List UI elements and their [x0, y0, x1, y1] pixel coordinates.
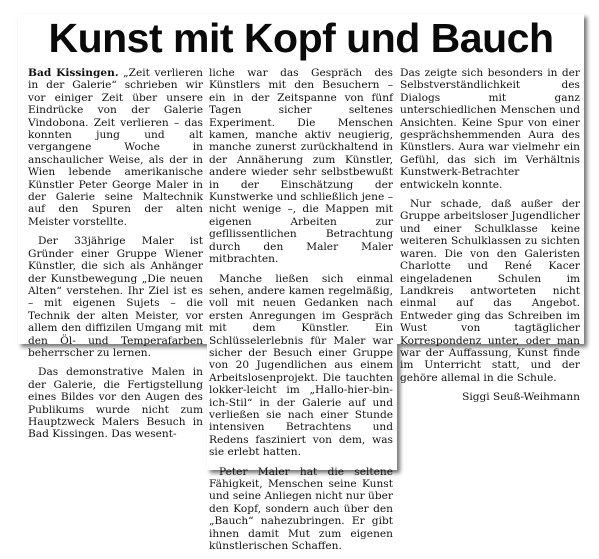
- author-byline: Siggi Seuß-Weihmann: [462, 391, 580, 404]
- paragraph-7: Das zeigte sich besonders in der Selbstverständlichkeit des Dialogs mit ganz unterschiedlichen Menschen und Ansichten. Keine Spur von einer gesprächshemmenden Aura des Künstlers. Aura war vielmehr ein Gefühl, das sich im Verhältnis Kunstwerk-Betrachter entwickeln konnte.: [400, 67, 580, 191]
- article-column-2: [209, 67, 393, 559]
- dateline: Bad Kissingen.: [28, 67, 119, 79]
- paragraph-4: liche war das Gespräch des Künstlers mit den Besuchern – ein in der Zeitspanne von fünf Tagen sicher seltenes Experiment. Die Menschen kamen, manche aktiv neugierig, manche zunerst zurückhaltend in der Annäherung zum Künstler, andere wieder sehr selbstbewußt in der Einschätzung der Kunstwerke und schließlich jene – nicht wenige –, die Mappen mit eigenen Arbeiten zur gefllissentlichen Betrachtung durch den Maler Maler mitbrachten.: [209, 67, 393, 266]
- paragraph-2: Der 33jährige Maler ist Gründer einer Gruppe Wiener Künstler, die sich als Anhänger der Kunstbewegung „Die neuen Alten“ verstehen. Ihr Ziel ist es – mit eigenen Sujets – die Technik der alten Meister, vor allem den diffizilen Umgang mit den Öl- und Temperafarben beherrscher zu lernen.: [28, 235, 203, 359]
- article-column-1: [28, 67, 203, 448]
- article-headline: Kunst mit Kopf und Bauch: [48, 15, 554, 61]
- paragraph-3: Das demonstrative Malen in der Galerie, die Fertigstellung eines Bildes vor den Augen des Publikums wurde nicht zum Hauptzweck Malers Besuch in Bad Kissingen. Das wesent-: [28, 366, 203, 441]
- article-column-3: [400, 67, 580, 411]
- paragraph-1: [28, 67, 203, 228]
- paragraph-5: Manche ließen sich einmal sehen, andere kamen regelmäßig, voll mit neuen Gedanken nach ersten Anregungen im Gespräch mit dem Künstler. Ein Schlüsselerlebnis für Maler war sicher der Besuch einer Gruppe von 20 Jugendlichen aus einem Arbeitslosenprojekt. Die tauchten lokker-leicht im „Hallo-hier-bin-ich-Stil“ in der Galerie auf und verließen sie nach einer Stunde intensiven Betrachtens und Redens fasziniert von dem, was sie erlebt hatten.: [209, 272, 393, 459]
- paragraph-8: Nur schade, daß außer der Gruppe arbeitsloser Jugendlicher und einer Schulklasse keine weiteren Schulklassen zu sichten waren. Die von den Galeristen Charlotte und René Kacer eingeladenen Schulen im Landkreis antworteten nicht einmal auf das Angebot. Entweder ging das Schreiben im Wust von tagtäglicher Korrespondenz unter, oder man war der Auffassung, Kunst finde im Unterricht statt, und der gehöre allemal in die Schule.: [400, 198, 580, 384]
- paragraph-1-text: „Zeit verlieren in der Galerie“ schrieben wir vor einiger Zeit über unsere Eindrücke von der Galerie Vindobona. Zeit verlieren – das konnten jung und alt vergangene Woche in anschaulicher Weise, als der in Wien lebende amerikanische Künstler Peter George Maler in der Galerie seine Maltechnik auf den Spuren der alten Meister vorstellte.: [28, 67, 203, 228]
- paragraph-6: Peter Maler hat die seltene Fähigkeit, Menschen seine Kunst und seine Anliegen nicht nur über den Kopf, sondern auch über den „Bauch“ nahezubringen. Er gibt ihnen damit Mut zum eigenen künstlerischen Schaffen.: [209, 465, 393, 553]
